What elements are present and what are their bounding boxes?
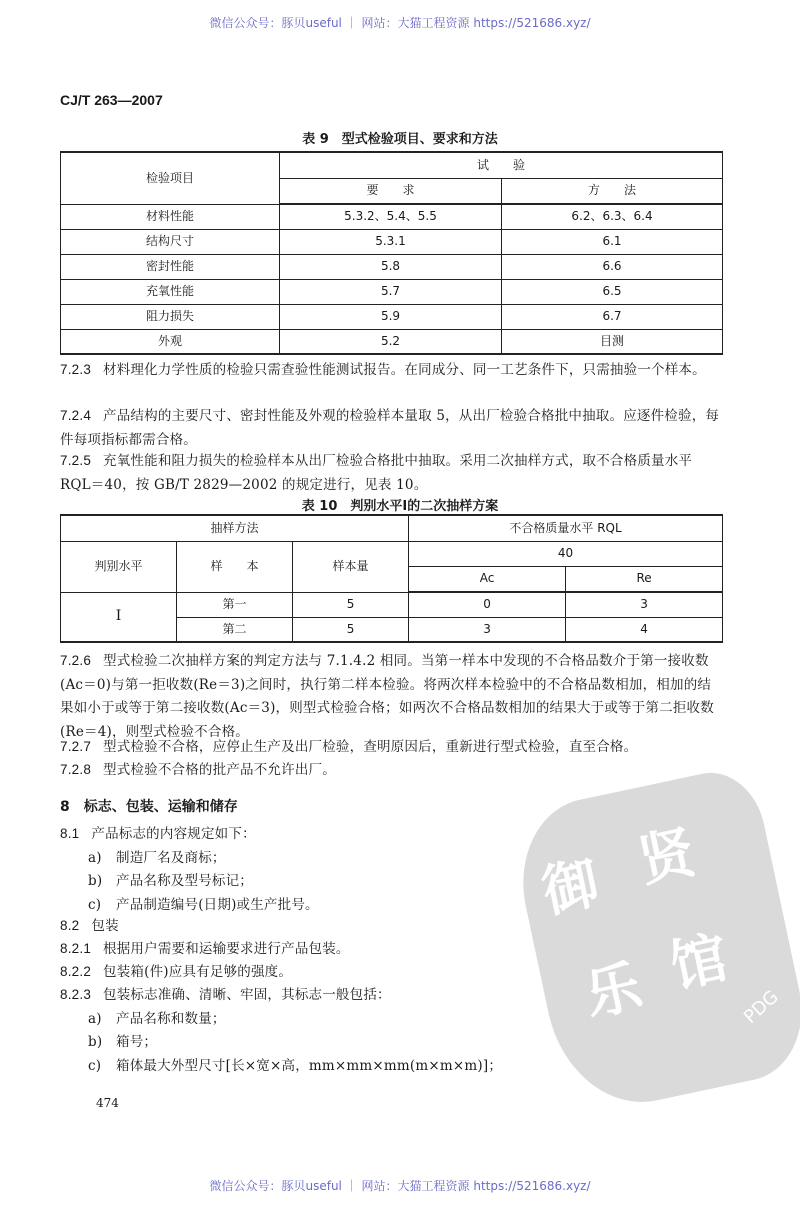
clause-7-2-4: 7.2.4 产品结构的主要尺寸、密封性能及外观的检验样本量取 5，从出厂检验合格批中抽取。应逐件检验，每件每项指标都需合格。 <box>60 408 720 448</box>
list-item: a) 产品名称和数量； <box>88 1010 226 1027</box>
table10-cell-sample: 第一 <box>177 592 293 617</box>
clause-8-2-3: 8.2.3 包装标志准确、清晰、牢固，其标志一般包括： a) 产品名称和数量； b) 箱号； c) 箱体最大外型尺寸[长×宽×高，mm×mm×mm(m×m×m)]； <box>60 983 722 1078</box>
table9-caption: 表 9 型式检验项目、要求和方法 <box>302 132 498 147</box>
stamp-glyph: 贤 <box>632 818 701 896</box>
list-item: c) 箱体最大外型尺寸[长×宽×高，mm×mm×mm(m×m×m)]； <box>88 1057 503 1074</box>
table9-cell-req: 5.2 <box>280 329 502 354</box>
table9-cell-item: 充氧性能 <box>61 279 280 304</box>
table9-cell-method: 6.7 <box>502 304 723 329</box>
table-row <box>61 229 723 254</box>
clause-8-2-2: 8.2.2 包装箱(件)应具有足够的强度。 <box>60 964 293 980</box>
table9-cell-method: 6.5 <box>502 279 723 304</box>
table10-header-ac: Ac <box>409 566 566 592</box>
table9-cell-item: 结构尺寸 <box>61 229 280 254</box>
table9-cell-method: 6.2、6.3、6.4 <box>502 204 723 229</box>
table9-cell-item: 密封性能 <box>61 254 280 279</box>
table10-cell-re: 4 <box>566 617 723 642</box>
table9-cell-item: 外观 <box>61 329 280 354</box>
table9-header-method: 方 法 <box>502 178 723 204</box>
stamp-glyph: 馆 <box>665 924 734 1001</box>
table9-header-test: 试 验 <box>280 152 723 178</box>
clause-7-2-6: 7.2.6 型式检验二次抽样方案的判定方法与 7.1.4.2 相同。当第一样本中发现的不合格品数介于第一接收数(Ac＝0)与第一拒收数(Re＝3)之间时，执行第二样本检验。将两次样本检验中的不合格品数相加，相加的结果如小于或等于第二接收数(Ac＝3)，则型式检验合格；如两次不合格品数相加的结果大于或等于第二拒收数(Re＝4)，则型式检验不合格。 <box>60 653 714 740</box>
clause-7-2-7: 7.2.7 型式检验不合格，应停止生产及出厂检验，查明原因后，重新进行型式检验，直至合格。 <box>60 739 638 755</box>
table9-header-requirement: 要 求 <box>280 178 502 204</box>
watermark-top: 微信公众号：豚贝useful ｜ 网站：大猫工程资源 https://521686.xyz/ <box>209 16 591 30</box>
table9-cell-req: 5.3.1 <box>280 229 502 254</box>
table10-cell-re: 3 <box>566 592 723 617</box>
table9-cell-method: 6.6 <box>502 254 723 279</box>
table-row <box>61 329 723 354</box>
table10-header-rql-value: 40 <box>409 541 723 566</box>
table-row <box>61 254 723 279</box>
table10-cell-sample: 第二 <box>177 617 293 642</box>
table9 <box>60 151 723 355</box>
table10-level-value: Ⅰ <box>61 592 177 642</box>
stamp-glyph: 乐 <box>579 952 648 1030</box>
table9-cell-item: 阻力损失 <box>61 304 280 329</box>
table10-cell-ac: 0 <box>409 592 566 617</box>
table10-cell-ac: 3 <box>409 617 566 642</box>
table10 <box>60 514 723 643</box>
watermark-bottom: 微信公众号：豚贝useful ｜ 网站：大猫工程资源 https://521686.xyz/ <box>209 1179 591 1193</box>
table-row <box>61 204 723 229</box>
table9-cell-req: 5.8 <box>280 254 502 279</box>
stamp-glyph: 御 <box>536 849 606 926</box>
table9-cell-req: 5.9 <box>280 304 502 329</box>
table10-caption: 表 10 判别水平Ⅰ的二次抽样方案 <box>301 499 499 514</box>
list-item: b) 产品名称及型号标记； <box>88 873 253 889</box>
page-number: 474 <box>96 1096 119 1110</box>
clause-8-2: 8.2 包装 <box>60 918 119 934</box>
list-item: b) 箱号； <box>88 1034 158 1050</box>
table9-cell-req: 5.3.2、5.4、5.5 <box>280 204 502 229</box>
table9-header-item: 检验项目 <box>61 152 280 204</box>
section-8-heading: 8 标志、包装、运输和储存 <box>60 799 238 815</box>
list-item: c) 产品制造编号(日期)或生产批号。 <box>88 896 319 913</box>
table10-header-sampling: 抽样方法 <box>61 515 409 541</box>
table-row <box>61 592 723 617</box>
table-row <box>61 279 723 304</box>
clause-8-2-1: 8.2.1 根据用户需要和运输要求进行产品包装。 <box>60 941 350 957</box>
table10-header-level: 判别水平 <box>61 541 177 592</box>
table-row <box>61 304 723 329</box>
table10-header-re: Re <box>566 566 723 592</box>
clause-7-2-8: 7.2.8 型式检验不合格的批产品不允许出厂。 <box>60 762 336 778</box>
table10-cell-size: 5 <box>293 617 409 642</box>
table9-cell-method: 6.1 <box>502 229 723 254</box>
stamp-pdg-mark: PDG <box>739 986 783 1028</box>
table10-header-sample: 样 本 <box>177 541 293 592</box>
clause-8-1: 8.1 产品标志的内容规定如下： a) 制造厂名及商标； b) 产品名称及型号标记； c) 产品制造编号(日期)或生产批号。 <box>60 822 722 917</box>
table10-cell-size: 5 <box>293 592 409 617</box>
clause-7-2-5: 7.2.5 充氧性能和阻力损失的检验样本从出厂检验合格批中抽取。采用二次抽样方式，取不合格质量水平 RQL＝40，按 GB/T 2829—2002 的规定进行，见表 10。 <box>60 453 693 493</box>
table10-header-rql: 不合格质量水平 RQL <box>409 515 723 541</box>
table10-header-size: 样本量 <box>293 541 409 592</box>
table9-cell-item: 材料性能 <box>61 204 280 229</box>
list-item: a) 制造厂名及商标； <box>88 849 226 866</box>
table9-cell-req: 5.7 <box>280 279 502 304</box>
clause-7-2-3: 7.2.3 材料理化力学性质的检验只需查验性能测试报告。在同成分、同一工艺条件下，只需抽验一个样本。 <box>60 362 706 378</box>
standard-code: CJ/T 263—2007 <box>60 92 163 108</box>
table9-cell-method: 目测 <box>502 329 723 354</box>
